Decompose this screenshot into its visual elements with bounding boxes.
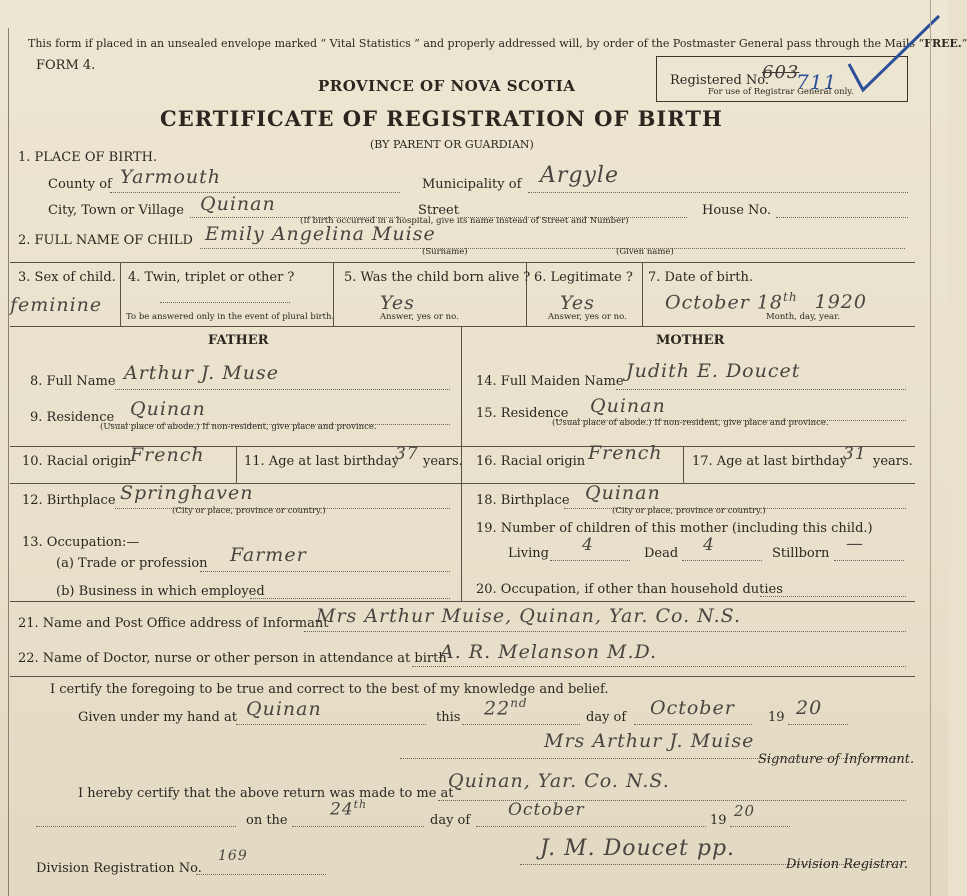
form-number: FORM 4. [36, 58, 96, 73]
mother-birthplace-value: Quinan [585, 482, 661, 504]
mother-heading: MOTHER [656, 333, 725, 348]
certificate-title: CERTIFICATE OF REGISTRATION OF BIRTH [160, 106, 723, 131]
mother-birthplace-note: (City or place, province or country.) [612, 506, 766, 516]
father-trade-value: Farmer [230, 544, 307, 566]
father-birthplace-label: 12. Birthplace [22, 493, 116, 508]
county-value: Yarmouth [120, 166, 222, 188]
given-under-label: Given under my hand at [78, 710, 237, 725]
dead-value: 4 [703, 535, 715, 555]
given-name-note: (Given name) [616, 247, 674, 257]
given-day-value [484, 696, 528, 719]
father-racial-value: French [130, 444, 205, 466]
alive-value: Yes [380, 292, 415, 314]
alive-note: Answer, yes or no. [380, 312, 459, 322]
father-birthplace-note: (City or place, province or country.) [172, 506, 326, 516]
father-age-value: 37 [395, 444, 419, 464]
legitimate-value: Yes [560, 292, 595, 314]
father-business-label: (b) Business in which employed [56, 584, 265, 599]
father-birthplace-value: Springhaven [120, 482, 254, 504]
surname-note: (Surname) [422, 247, 468, 257]
mother-age-value: 31 [843, 444, 867, 464]
father-residence-note: (Usual place of abode.) If non-resident, give place and province. [100, 422, 377, 432]
registrar-signature-name: J. M. Doucet [540, 836, 689, 861]
mother-name-label: 14. Full Maiden Name [476, 374, 624, 389]
registered-label: Registered No. [670, 73, 770, 88]
mother-residence-label: 15. Residence [476, 406, 569, 421]
mother-age-label: 17. Age at last birthday [692, 454, 848, 469]
municipality-label: Municipality of [422, 177, 522, 192]
postal-notice-text: This form if placed in an unsealed envelope marked “ Vital Statistics ” and properly addressed will, by order of the Postmaster General pass through the Mails “ [28, 37, 925, 50]
informant-label: 21. Name and Post Office address of Informant [18, 616, 329, 631]
mother-residence-note: (Usual place of abode.) If non-resident, give place and province. [552, 418, 829, 428]
division-registrar-caption: Division Registrar. [786, 857, 908, 872]
on-the-label: on the [246, 813, 288, 828]
mother-age-unit: years. [873, 454, 913, 469]
twin-label: 4. Twin, triplet or other ? [128, 270, 295, 285]
municipality-value: Argyle [540, 163, 619, 188]
informant-value: Mrs Arthur Muise, Quinan, Yar. Co. N.S. [316, 605, 741, 627]
reg-month-value: October [508, 800, 585, 820]
dob-suffix: th [783, 290, 798, 304]
mother-name-value: Judith E. Doucet [626, 360, 801, 382]
registrar-signature-suffix: pp. [696, 836, 736, 861]
legitimate-note: Answer, yes or no. [548, 312, 627, 322]
division-registration-value: 169 [218, 848, 248, 864]
certify-statement: I certify the foregoing to be true and correct to the best of my knowledge and belief. [50, 682, 609, 697]
given-year-value: 20 [796, 697, 823, 719]
dob-year: 1920 [814, 291, 867, 314]
reg-day-value [330, 798, 367, 820]
registered-struck-number: 603 [762, 62, 800, 83]
father-age-label: 11. Age at last birthday [244, 454, 400, 469]
child-name-value: Emily Angelina Muise [205, 223, 436, 245]
given-day-number: 22 [484, 697, 511, 720]
postal-notice-end: ” [961, 37, 967, 50]
dob-value [665, 290, 867, 313]
reg-year-prefix: 19 [710, 813, 727, 828]
reg-day-of-label: day of [430, 813, 471, 828]
registrar-signature [540, 836, 735, 861]
father-occupation-label: 13. Occupation:— [22, 535, 140, 550]
informant-signature: Mrs Arthur J. Muise [544, 730, 755, 752]
given-place-value: Quinan [246, 698, 322, 720]
house-number-label: House No. [702, 203, 772, 218]
checkmark-icon [835, 12, 945, 102]
legitimate-label: 6. Legitimate ? [534, 270, 633, 285]
father-heading: FATHER [208, 333, 269, 348]
dob-label: 7. Date of birth. [648, 270, 753, 285]
province-heading: PROVINCE OF NOVA SCOTIA [318, 77, 576, 95]
mother-occupation-label: 20. Occupation, if other than household duties [476, 582, 783, 597]
mother-racial-value: French [588, 442, 663, 464]
given-year-prefix: 19 [768, 710, 785, 725]
division-registration-label: Division Registration No. [36, 861, 202, 876]
given-day-suffix: nd [510, 696, 528, 710]
father-racial-label: 10. Racial origin [22, 454, 132, 469]
reg-day-number: 24 [330, 799, 354, 820]
mother-residence-value: Quinan [590, 395, 666, 417]
informant-signature-caption: Signature of Informant. [758, 752, 915, 767]
place-of-birth-heading: 1. PLACE OF BIRTH. [18, 150, 158, 165]
mother-children-label: 19. Number of children of this mother (including this child.) [476, 521, 873, 536]
registrar-place-value: Quinan, Yar. Co. N.S. [448, 770, 670, 792]
registrar-use-note: For use of Registrar General only. [708, 87, 854, 97]
child-name-label: 2. FULL NAME OF CHILD [18, 233, 193, 248]
dob-note: Month, day, year. [766, 312, 840, 322]
dead-label: Dead [644, 546, 679, 561]
dob-month-day: October 18 [665, 291, 783, 314]
mother-racial-label: 16. Racial origin [476, 454, 586, 469]
certificate-subtitle: (BY PARENT OR GUARDIAN) [370, 138, 534, 151]
hospital-note: (If birth occurred in a hospital, give its name instead of Street and Number) [300, 216, 629, 226]
stillborn-value: — [846, 534, 864, 554]
stillborn-label: Stillborn [772, 546, 830, 561]
reg-year-value: 20 [734, 802, 756, 820]
registered-number: 711 [796, 70, 838, 94]
father-residence-label: 9. Residence [30, 410, 115, 425]
father-name-value: Arthur J. Muse [124, 362, 279, 384]
father-name-label: 8. Full Name [30, 374, 116, 389]
alive-label: 5. Was the child born alive ? [344, 270, 531, 285]
father-age-unit: years. [423, 454, 463, 469]
living-label: Living [508, 546, 549, 561]
given-month-value: October [650, 697, 735, 719]
street-label: Street [418, 203, 459, 218]
doctor-value: A. R. Melanson M.D. [440, 641, 658, 663]
mother-birthplace-label: 18. Birthplace [476, 493, 570, 508]
day-of-label: day of [586, 710, 627, 725]
sex-label: 3. Sex of child. [18, 270, 116, 285]
reg-day-suffix: th [353, 798, 368, 811]
this-label: this [436, 710, 461, 725]
living-value: 4 [582, 535, 594, 555]
county-label: County of [48, 177, 112, 192]
sex-value: feminine [10, 294, 103, 316]
father-trade-label: (a) Trade or profession [56, 556, 208, 571]
father-residence-value: Quinan [130, 398, 206, 420]
doctor-label: 22. Name of Doctor, nurse or other person in attendance at birth [18, 651, 447, 666]
postal-notice [28, 37, 967, 50]
twin-note: To be answered only in the event of plural birth. [126, 312, 335, 322]
registrar-statement: I hereby certify that the above return was made to me at [78, 786, 454, 801]
city-label: City, Town or Village [48, 203, 184, 218]
city-value: Quinan [200, 193, 276, 215]
postal-notice-free: FREE. [924, 37, 962, 50]
